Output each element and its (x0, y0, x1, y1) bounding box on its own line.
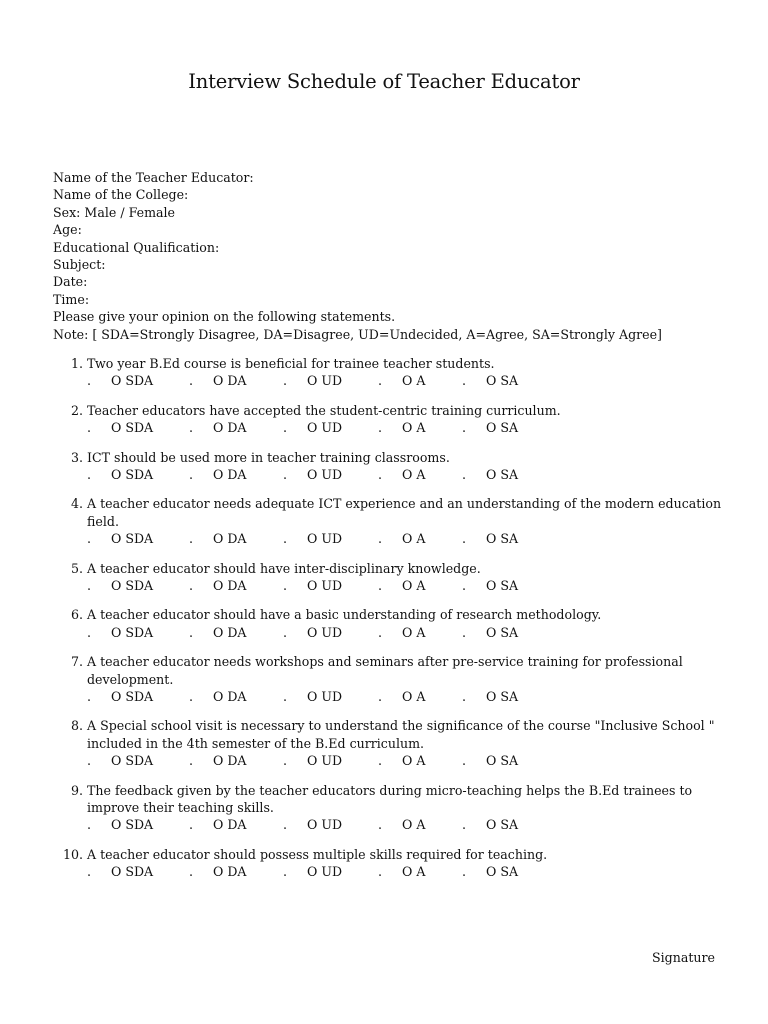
option-sa[interactable] (462, 624, 518, 641)
option-label: O SDA (111, 624, 154, 640)
option-label: O A (402, 689, 426, 704)
option-label: O DA (213, 373, 247, 389)
option-bullet: . (283, 578, 288, 593)
option-label: O A (402, 578, 426, 593)
response-options (87, 816, 733, 833)
option-sda[interactable] (87, 752, 153, 769)
response-options (87, 419, 733, 436)
option-label: O SDA (111, 864, 154, 880)
option-sa[interactable] (462, 466, 518, 483)
option-label: O A (402, 753, 426, 769)
option-sda[interactable] (87, 863, 153, 880)
option-bullet: . (189, 689, 194, 704)
option-bullet: . (462, 864, 467, 880)
question-text: A teacher educator should possess multiple skills required for teaching. (87, 846, 548, 862)
option-bullet: . (189, 753, 194, 769)
option-bullet: . (87, 753, 92, 769)
question-item (53, 717, 733, 769)
option-bullet: . (462, 753, 467, 769)
question-text: A Special school visit is necessary to understand the significance of the course "Inclusive School " included in the 4th semester of the B.Ed curriculum. (87, 718, 715, 751)
option-bullet: . (378, 624, 383, 640)
option-label: O SDA (111, 578, 154, 593)
option-ud[interactable] (283, 816, 342, 833)
option-bullet: . (283, 689, 288, 704)
option-sda[interactable] (87, 816, 153, 833)
option-label: O DA (213, 624, 247, 640)
response-options (87, 624, 733, 641)
question-text: A teacher educator should have inter-disciplinary knowledge. (87, 560, 481, 576)
option-bullet: . (462, 531, 467, 547)
option-sda[interactable] (87, 466, 153, 483)
option-label: O SA (486, 373, 519, 389)
option-label: O DA (213, 420, 247, 436)
option-label: O UD (307, 689, 343, 704)
option-bullet: . (87, 817, 92, 833)
option-sa[interactable] (462, 419, 518, 436)
option-bullet: . (87, 689, 92, 704)
option-bullet: . (283, 420, 288, 436)
option-bullet: . (189, 624, 194, 640)
option-label: O DA (213, 817, 247, 833)
question-item (53, 846, 733, 881)
response-options (87, 752, 733, 769)
option-label: O UD (307, 624, 343, 640)
option-bullet: . (462, 467, 467, 482)
option-sa[interactable] (462, 530, 518, 547)
question-item (53, 560, 733, 595)
option-sa[interactable] (462, 577, 518, 594)
option-bullet: . (189, 864, 194, 880)
option-sda[interactable] (87, 372, 153, 389)
question-item (53, 402, 733, 437)
response-options (87, 577, 733, 594)
option-sa[interactable] (462, 688, 518, 705)
question-item (53, 495, 733, 547)
option-label: O SA (486, 467, 519, 482)
option-bullet: . (189, 578, 194, 593)
option-da[interactable] (189, 816, 247, 833)
question-text: The feedback given by the teacher educators during micro-teaching helps the B.Ed trainees to improve their teaching skills. (87, 782, 693, 815)
respondent-info (53, 169, 662, 343)
option-label: O SA (486, 420, 519, 436)
questions-list (53, 355, 733, 893)
option-label: O A (402, 817, 426, 833)
option-label: O SA (486, 531, 519, 547)
option-bullet: . (87, 624, 92, 640)
question-number: 1. (70, 356, 83, 371)
option-sa[interactable] (462, 372, 518, 389)
info-date: Date: (53, 274, 88, 290)
option-a[interactable] (378, 466, 425, 483)
option-label: O UD (307, 578, 343, 593)
option-ud[interactable] (283, 624, 342, 641)
option-sa[interactable] (462, 752, 518, 769)
option-bullet: . (283, 864, 288, 880)
option-label: O DA (213, 864, 247, 880)
option-bullet: . (283, 373, 288, 389)
option-ud[interactable] (283, 752, 342, 769)
option-bullet: . (87, 420, 92, 436)
info-teacher-name: Name of the Teacher Educator: (53, 170, 254, 185)
option-bullet: . (87, 467, 92, 482)
option-bullet: . (283, 467, 288, 482)
option-label: O SDA (111, 467, 154, 482)
option-bullet: . (283, 817, 288, 833)
option-label: O UD (307, 531, 343, 547)
response-options (87, 372, 733, 389)
question-text: Teacher educators have accepted the student-centric training curriculum. (87, 402, 561, 418)
page-title: Interview Schedule of Teacher Educator (188, 70, 580, 93)
option-ud[interactable] (283, 419, 342, 436)
question-number: 5. (70, 560, 83, 576)
option-bullet: . (283, 753, 288, 769)
response-options (87, 530, 733, 547)
option-a[interactable] (378, 816, 425, 833)
option-ud[interactable] (283, 863, 342, 880)
option-bullet: . (378, 864, 383, 880)
option-label: O A (402, 624, 426, 640)
option-label: O UD (307, 817, 343, 833)
option-bullet: . (462, 420, 467, 436)
option-sda[interactable] (87, 419, 153, 436)
option-label: O SA (486, 817, 519, 833)
option-ud[interactable] (283, 372, 342, 389)
option-label: O A (402, 864, 426, 880)
response-options (87, 688, 733, 705)
option-bullet: . (378, 420, 383, 436)
option-label: O A (402, 420, 426, 436)
option-label: O SDA (111, 420, 154, 436)
option-bullet: . (378, 817, 383, 833)
question-number: 6. (70, 607, 83, 623)
option-label: O SDA (111, 531, 154, 547)
option-label: O A (402, 531, 426, 547)
option-a[interactable] (378, 624, 425, 641)
instructions: Please give your opinion on the following statements. (53, 309, 396, 325)
question-text: A teacher educator needs workshops and seminars after pre-service training for professional development. (87, 654, 683, 687)
option-da[interactable] (189, 577, 247, 594)
option-bullet: . (283, 531, 288, 547)
option-a[interactable] (378, 419, 425, 436)
question-text: A teacher educator needs adequate ICT experience and an understanding of the modern education field. (87, 496, 722, 529)
question-number: 9. (70, 782, 83, 798)
option-label: O SA (486, 864, 519, 880)
option-da[interactable] (189, 688, 247, 705)
option-bullet: . (189, 817, 194, 833)
option-label: O SDA (111, 817, 154, 833)
option-bullet: . (87, 531, 92, 547)
option-a[interactable] (378, 372, 425, 389)
option-bullet: . (189, 420, 194, 436)
option-sda[interactable] (87, 530, 153, 547)
option-bullet: . (378, 578, 383, 593)
option-label: O SA (486, 624, 519, 640)
option-a[interactable] (378, 752, 425, 769)
option-label: O SDA (111, 689, 154, 704)
option-label: O UD (307, 864, 343, 880)
scale-note: Note: [ SDA=Strongly Disagree, DA=Disagree, UD=Undecided, A=Agree, SA=Strongly Agree] (53, 326, 662, 342)
response-options (87, 466, 733, 483)
option-bullet: . (462, 624, 467, 640)
question-number: 2. (70, 402, 83, 418)
option-bullet: . (378, 467, 383, 482)
option-da[interactable] (189, 624, 247, 641)
option-label: O DA (213, 467, 247, 482)
option-bullet: . (378, 373, 383, 389)
info-age: Age: (53, 222, 82, 238)
info-college: Name of the College: (53, 187, 189, 203)
question-text: A teacher educator should have a basic understanding of research methodology. (87, 607, 602, 623)
question-number: 8. (70, 718, 83, 734)
option-bullet: . (189, 531, 194, 547)
option-label: O UD (307, 753, 343, 769)
option-label: O SDA (111, 373, 154, 389)
option-label: O DA (213, 531, 247, 547)
info-sex: Sex: Male / Female (53, 204, 175, 220)
option-ud[interactable] (283, 577, 342, 594)
option-da[interactable] (189, 752, 247, 769)
option-bullet: . (462, 689, 467, 704)
option-bullet: . (189, 467, 194, 482)
option-label: O SA (486, 753, 519, 769)
option-da[interactable] (189, 419, 247, 436)
option-ud[interactable] (283, 688, 342, 705)
option-bullet: . (283, 624, 288, 640)
option-sa[interactable] (462, 863, 518, 880)
option-da[interactable] (189, 372, 247, 389)
question-number: 4. (70, 496, 83, 512)
info-time: Time: (53, 291, 90, 307)
option-a[interactable] (378, 863, 425, 880)
question-number: 3. (70, 449, 83, 465)
option-ud[interactable] (283, 530, 342, 547)
option-label: O A (402, 373, 426, 389)
option-bullet: . (87, 864, 92, 880)
question-item (53, 606, 733, 641)
option-bullet: . (189, 373, 194, 389)
option-da[interactable] (189, 530, 247, 547)
option-bullet: . (462, 578, 467, 593)
option-bullet: . (378, 531, 383, 547)
option-sda[interactable] (87, 577, 153, 594)
option-bullet: . (87, 578, 92, 593)
question-item (53, 355, 733, 390)
question-item (53, 782, 733, 834)
question-text: ICT should be used more in teacher training classrooms. (87, 449, 450, 465)
response-options (87, 863, 733, 880)
option-sa[interactable] (462, 816, 518, 833)
option-label: O A (402, 467, 426, 482)
option-da[interactable] (189, 466, 247, 483)
question-item (53, 653, 733, 705)
option-label: O DA (213, 689, 247, 704)
option-sda[interactable] (87, 624, 153, 641)
question-number: 10. (62, 846, 83, 862)
option-label: O UD (307, 373, 343, 389)
option-a[interactable] (378, 530, 425, 547)
option-sda[interactable] (87, 688, 153, 705)
option-label: O UD (307, 467, 343, 482)
option-label: O SDA (111, 753, 154, 769)
signature-label: Signature (652, 950, 715, 965)
option-da[interactable] (189, 863, 247, 880)
option-bullet: . (378, 689, 383, 704)
option-ud[interactable] (283, 466, 342, 483)
option-a[interactable] (378, 577, 425, 594)
option-label: O SA (486, 689, 519, 704)
info-qualification: Educational Qualification: (53, 239, 220, 255)
option-label: O SA (486, 578, 519, 593)
option-a[interactable] (378, 688, 425, 705)
option-label: O DA (213, 753, 247, 769)
question-text: Two year B.Ed course is beneficial for trainee teacher students. (87, 356, 495, 371)
option-label: O UD (307, 420, 343, 436)
info-subject: Subject: (53, 257, 106, 273)
option-bullet: . (378, 753, 383, 769)
option-bullet: . (462, 817, 467, 833)
question-number: 7. (70, 654, 83, 670)
question-item (53, 449, 733, 484)
option-label: O DA (213, 578, 247, 593)
option-bullet: . (87, 373, 92, 389)
option-bullet: . (462, 373, 467, 389)
